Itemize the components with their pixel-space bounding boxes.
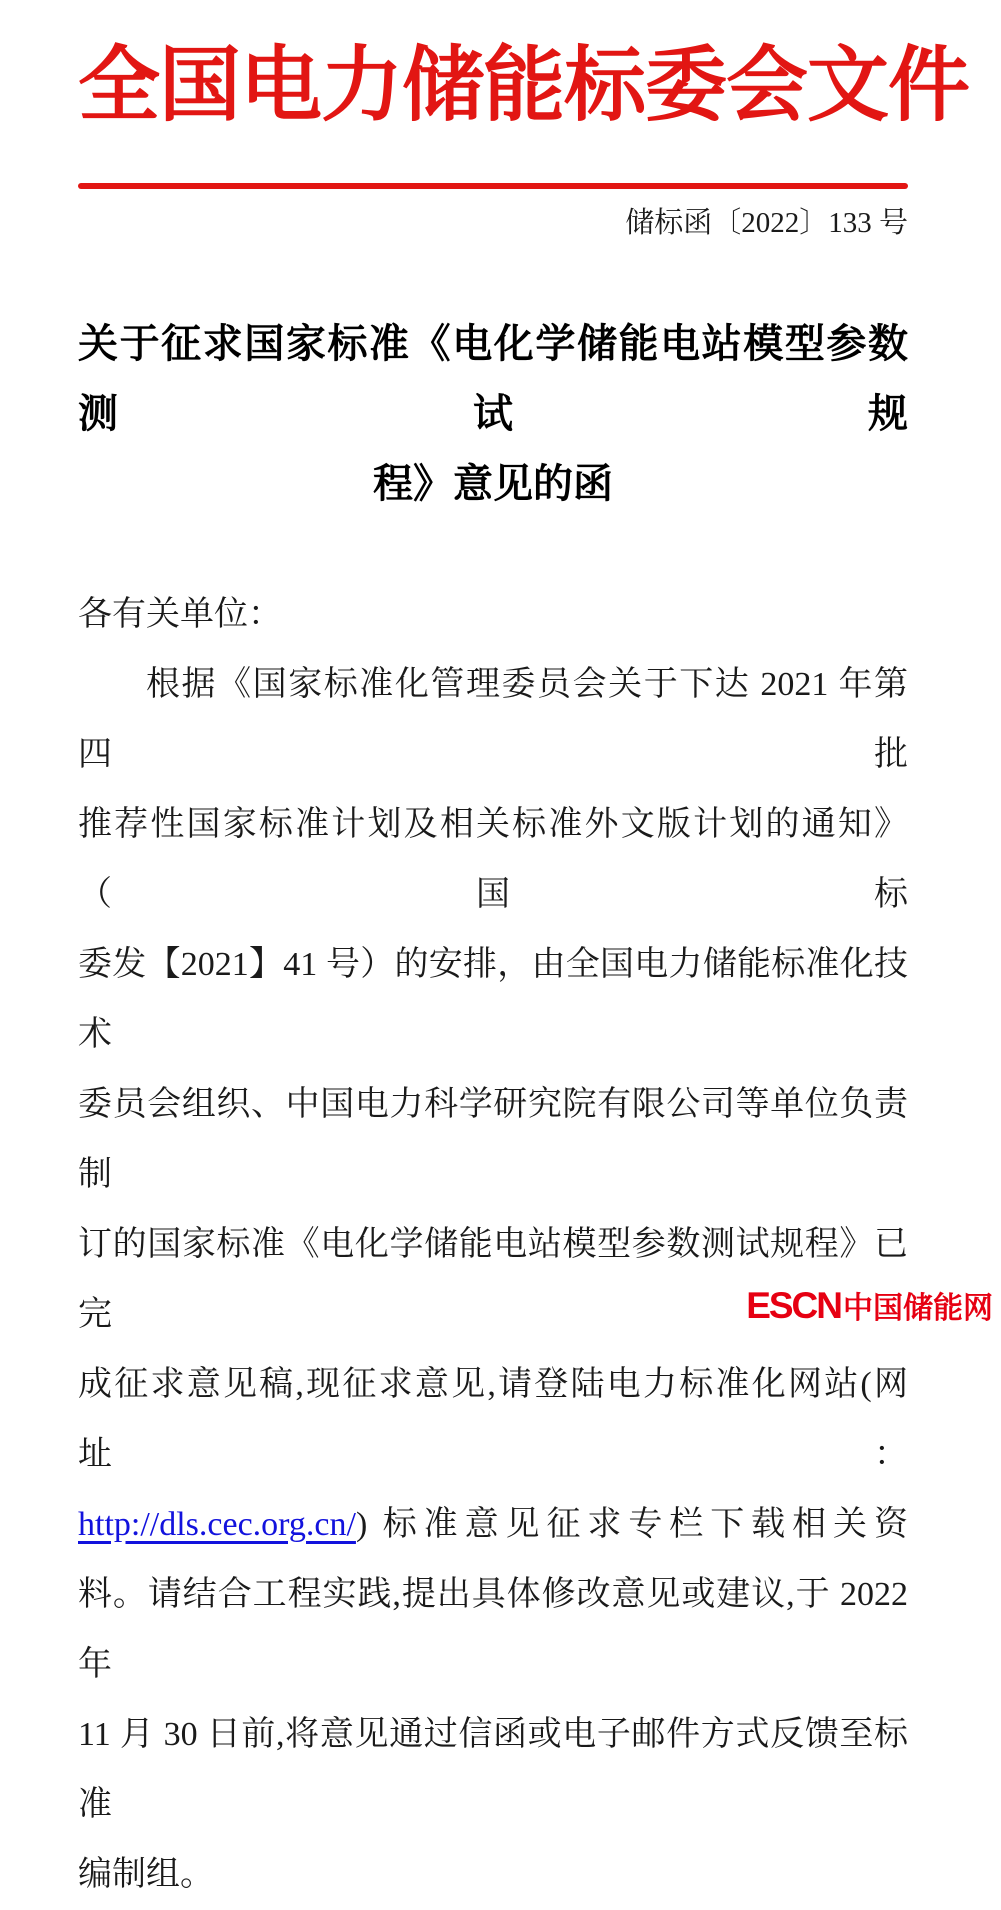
body-line: 料。请结合工程实践,提出具体修改意见或建议,于 2022 年	[78, 1575, 908, 1683]
body-line: 成征求意见稿,现征求意见,请登陆电力标准化网站(网址：	[78, 1365, 908, 1473]
escn-logo-en-text: ESCN	[746, 1285, 841, 1326]
letterhead-org-title: 全国电力储能标委会文件	[78, 40, 970, 131]
body-line: 委员会组织、中国电力科学研究院有限公司等单位负责制	[78, 1085, 908, 1193]
body-line-with-link	[78, 1490, 908, 1560]
body-line: 订的国家标准《电化学储能电站模型参数测试规程》已完	[78, 1225, 908, 1333]
doc-number: 储标函〔2022〕133 号	[625, 206, 908, 239]
body-line: 委发【2021】41 号）的安排，由全国电力储能标准化技术	[78, 945, 908, 1053]
escn-logo-cn-text: 中国储能网	[843, 1292, 993, 1325]
letter-body	[78, 580, 908, 1910]
body-line-after-link: ) 标准意见征求专栏下载相关资	[355, 1505, 908, 1543]
document-title	[78, 309, 908, 519]
document-title-line-1: 关于征求国家标准《电化学储能电站模型参数测试规	[78, 320, 908, 436]
escn-logo	[746, 1287, 993, 1324]
website-link[interactable]: http://dls.cec.org.cn/	[78, 1505, 356, 1543]
body-line: 编制组。	[78, 1855, 214, 1893]
body-line: 根据《国家标准化管理委员会关于下达 2021 年第四批	[78, 665, 908, 773]
body-line: 11 月 30 日前,将意见通过信函或电子邮件方式反馈至标准	[78, 1715, 908, 1823]
document-title-line-2: 程》意见的函	[373, 460, 613, 506]
body-line: 推荐性国家标准计划及相关标准外文版计划的通知》（国标	[78, 805, 908, 913]
salutation: 各有关单位：	[78, 595, 282, 633]
letterhead-divider	[78, 183, 908, 189]
